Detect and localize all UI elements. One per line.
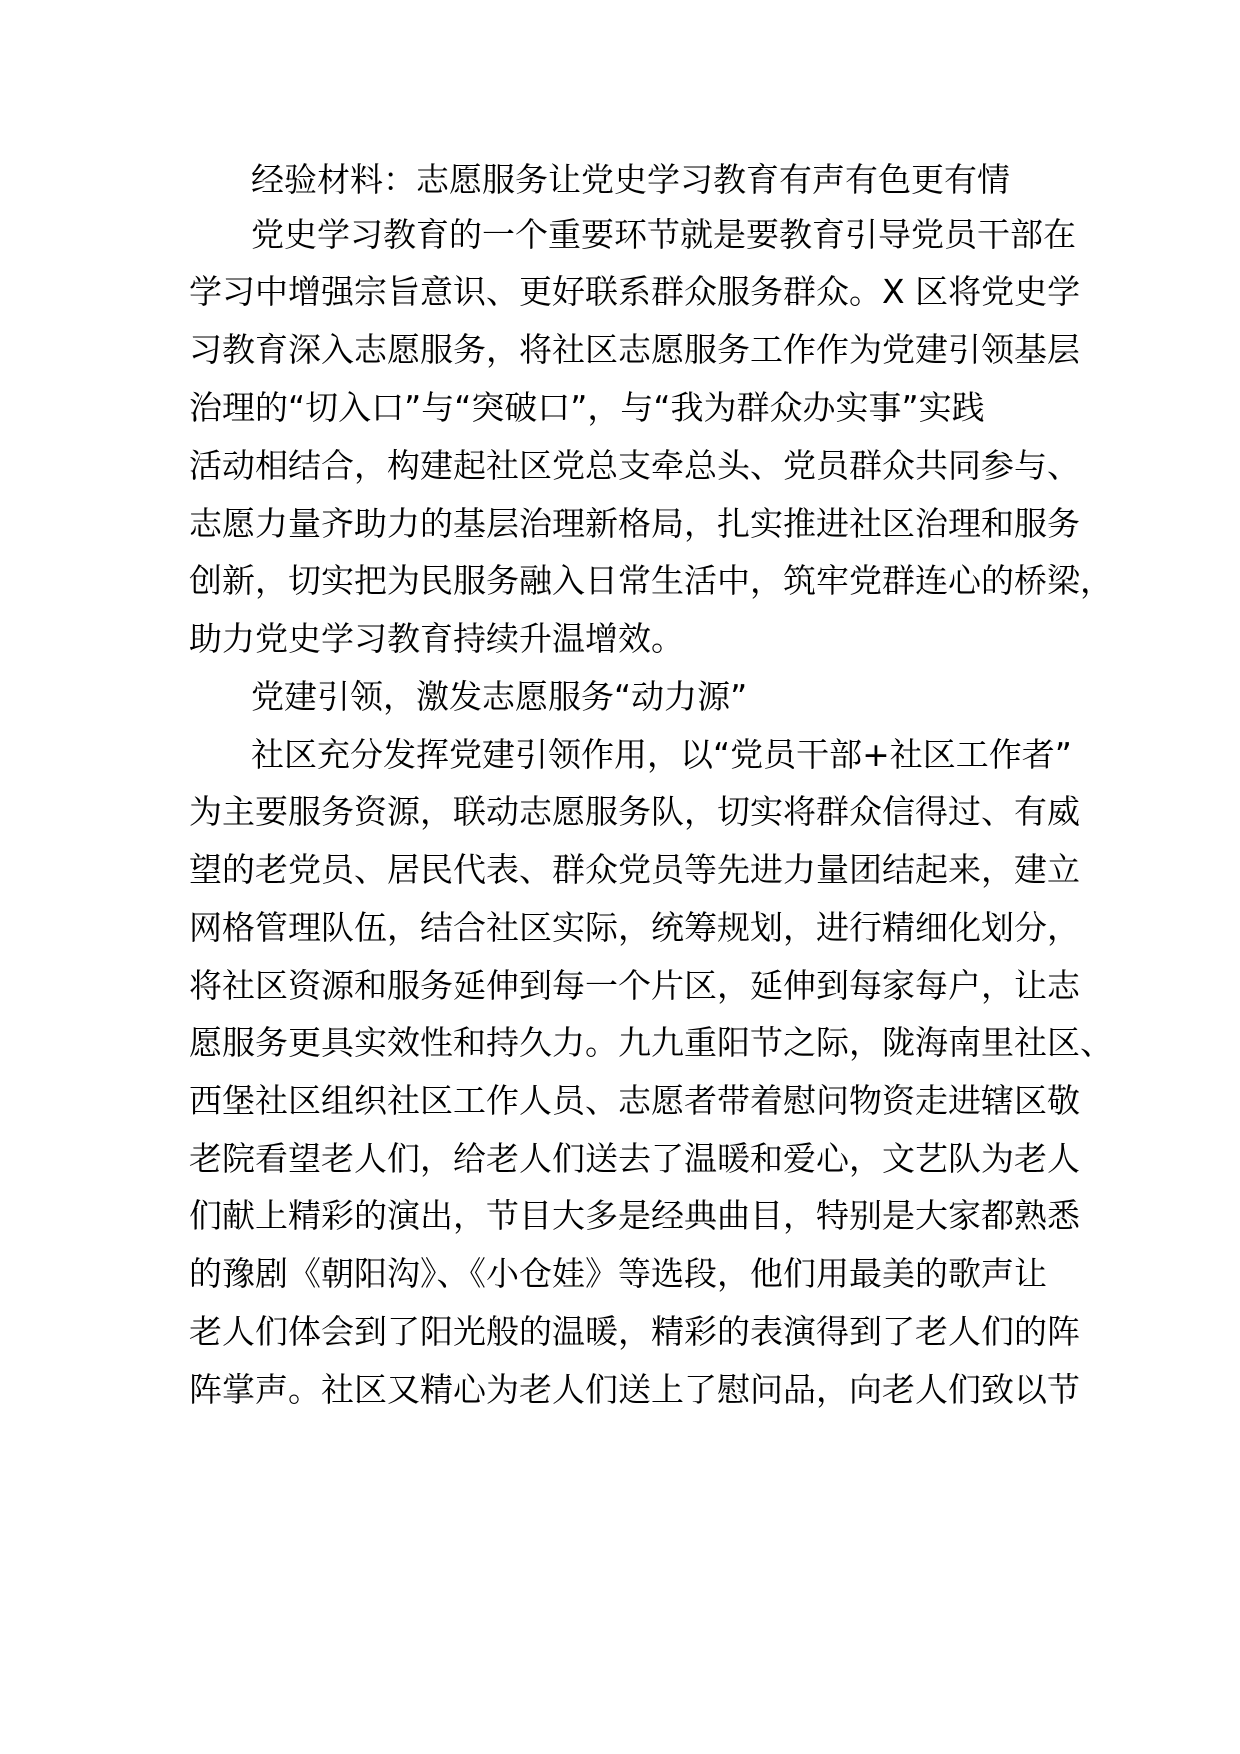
paragraph-2-line: 为主要服务资源，联动志愿服务队，切实将群众信得过、有威 <box>189 792 1080 831</box>
paragraph-1-line: 活动相结合，构建起社区党总支牵总头、党员群众共同参与、 <box>189 446 1080 485</box>
paragraph-2-line: 愿服务更具实效性和持久力。九九重阳节之际，陇海南里社区、 <box>189 1023 1113 1062</box>
paragraph-2-line: 的豫剧《朝阳沟》、《小仓娃》等选段，他们用最美的歌声让 <box>189 1254 1047 1293</box>
paragraph-2-line: 望的老党员、居民代表、群众党员等先进力量团结起来，建立 <box>189 850 1080 889</box>
paragraph-1-line: 志愿力量齐助力的基层治理新格局，扎实推进社区治理和服务 <box>189 504 1080 543</box>
paragraph-2-line: 老院看望老人们，给老人们送去了温暖和爱心，文艺队为老人 <box>189 1139 1080 1178</box>
paragraph-2-line: 西堡社区组织社区工作人员、志愿者带着慰问物资走进辖区敬 <box>189 1081 1080 1120</box>
paragraph-2-line: 老人们体会到了阳光般的温暖，精彩的表演得到了老人们的阵 <box>189 1312 1080 1351</box>
paragraph-1-line: 治理的“切入口”与“突破口”，与“我为群众办实事”实践 <box>189 388 985 427</box>
paragraph-1-line: 习教育深入志愿服务，将社区志愿服务工作作为党建引领基层 <box>189 330 1080 369</box>
paragraph-2-line: 网格管理队伍，结合社区实际，统筹规划，进行精细化划分， <box>189 908 1080 947</box>
paragraph-1-line: 党史学习教育的一个重要环节就是要教育引导党员干部在 <box>251 215 1076 254</box>
paragraph-2-line: 将社区资源和服务延伸到每一个片区，延伸到每家每户，让志 <box>189 966 1080 1005</box>
document-title: 经验材料：志愿服务让党史学习教育有声有色更有情 <box>251 160 1010 199</box>
paragraph-2-line: 阵掌声。社区又精心为老人们送上了慰问品，向老人们致以节 <box>189 1370 1080 1409</box>
paragraph-1-line: 创新，切实把为民服务融入日常生活中，筑牢党群连心的桥梁， <box>189 561 1113 600</box>
paragraph-2-line: 们献上精彩的演出，节目大多是经典曲目，特别是大家都熟悉 <box>189 1196 1080 1235</box>
paragraph-1-line: 助力党史学习教育持续升温增效。 <box>189 619 684 658</box>
paragraph-2-line: 社区充分发挥党建引领作用，以“党员干部+社区工作者” <box>251 735 1072 774</box>
section-heading: 党建引领，激发志愿服务“动力源” <box>251 677 748 716</box>
paragraph-1-line: 学习中增强宗旨意识、更好联系群众服务群众。X 区将党史学 <box>189 272 1081 311</box>
